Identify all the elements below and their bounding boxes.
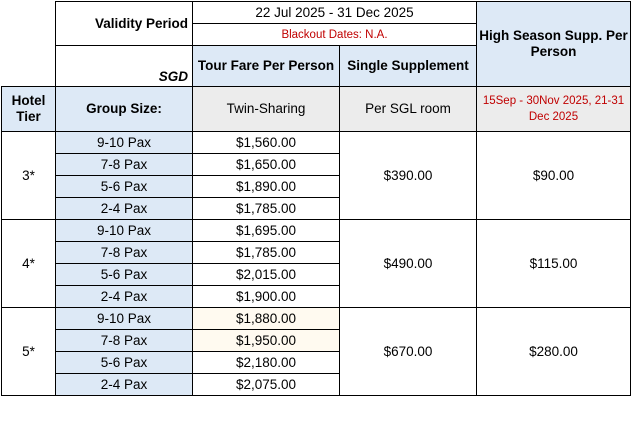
validity-dates: 22 Jul 2025 - 31 Dec 2025 [193,2,477,24]
currency-label: SGD [56,46,193,87]
group-size-cell: 5-6 Pax [56,263,193,285]
high-season-cell: $115.00 [477,219,631,307]
tour-fare-header: Tour Fare Per Person [193,46,340,87]
group-size-header: Group Size: [56,86,193,131]
hotel-tier-cell: 5* [2,307,56,395]
tour-fare-cell: $1,560.00 [193,131,340,153]
group-size-cell: 2-4 Pax [56,285,193,307]
high-season-header: High Season Supp. Per Person [477,2,631,87]
tour-fare-cell: $1,695.00 [193,219,340,241]
validity-period-label: Validity Period [56,2,193,46]
tour-fare-cell: $1,950.00 [193,329,340,351]
header-row-subheaders [2,86,631,131]
group-size-cell: 9-10 Pax [56,307,193,329]
high-season-cell: $90.00 [477,131,631,219]
header-row-validity [2,2,631,24]
group-size-cell: 2-4 Pax [56,197,193,219]
blackout-dates: Blackout Dates: N.A. [193,24,477,46]
group-size-cell: 7-8 Pax [56,329,193,351]
high-season-cell: $280.00 [477,307,631,395]
hotel-tier-cell: 3* [2,131,56,219]
tour-fare-cell: $2,015.00 [193,263,340,285]
table-row [2,307,631,329]
group-size-cell: 2-4 Pax [56,373,193,395]
tour-fare-cell: $2,075.00 [193,373,340,395]
twin-sharing-header: Twin-Sharing [193,86,340,131]
group-size-cell: 5-6 Pax [56,175,193,197]
hotel-tier-cell: 4* [2,219,56,307]
per-sgl-room-header: Per SGL room [340,86,477,131]
group-size-cell: 7-8 Pax [56,241,193,263]
tour-fare-cell: $2,180.00 [193,351,340,373]
single-supplement-cell: $490.00 [340,219,477,307]
hotel-tier-header: Hotel Tier [2,86,56,131]
empty-corner-cell [2,2,56,24]
empty-corner-cell [2,24,56,46]
table-row [2,219,631,241]
fare-table [1,1,631,396]
tour-fare-cell: $1,785.00 [193,241,340,263]
group-size-cell: 7-8 Pax [56,153,193,175]
tour-fare-cell: $1,785.00 [193,197,340,219]
high-season-dates: 15Sep - 30Nov 2025, 21-31 Dec 2025 [477,86,631,131]
tour-fare-cell: $1,650.00 [193,153,340,175]
group-size-cell: 9-10 Pax [56,219,193,241]
tour-fare-cell: $1,900.00 [193,285,340,307]
table-row [2,131,631,153]
single-supplement-cell: $390.00 [340,131,477,219]
tour-fare-cell: $1,890.00 [193,175,340,197]
tour-fare-cell: $1,880.00 [193,307,340,329]
single-supplement-header: Single Supplement [340,46,477,87]
group-size-cell: 5-6 Pax [56,351,193,373]
single-supplement-cell: $670.00 [340,307,477,395]
group-size-cell: 9-10 Pax [56,131,193,153]
empty-corner-cell [2,46,56,87]
